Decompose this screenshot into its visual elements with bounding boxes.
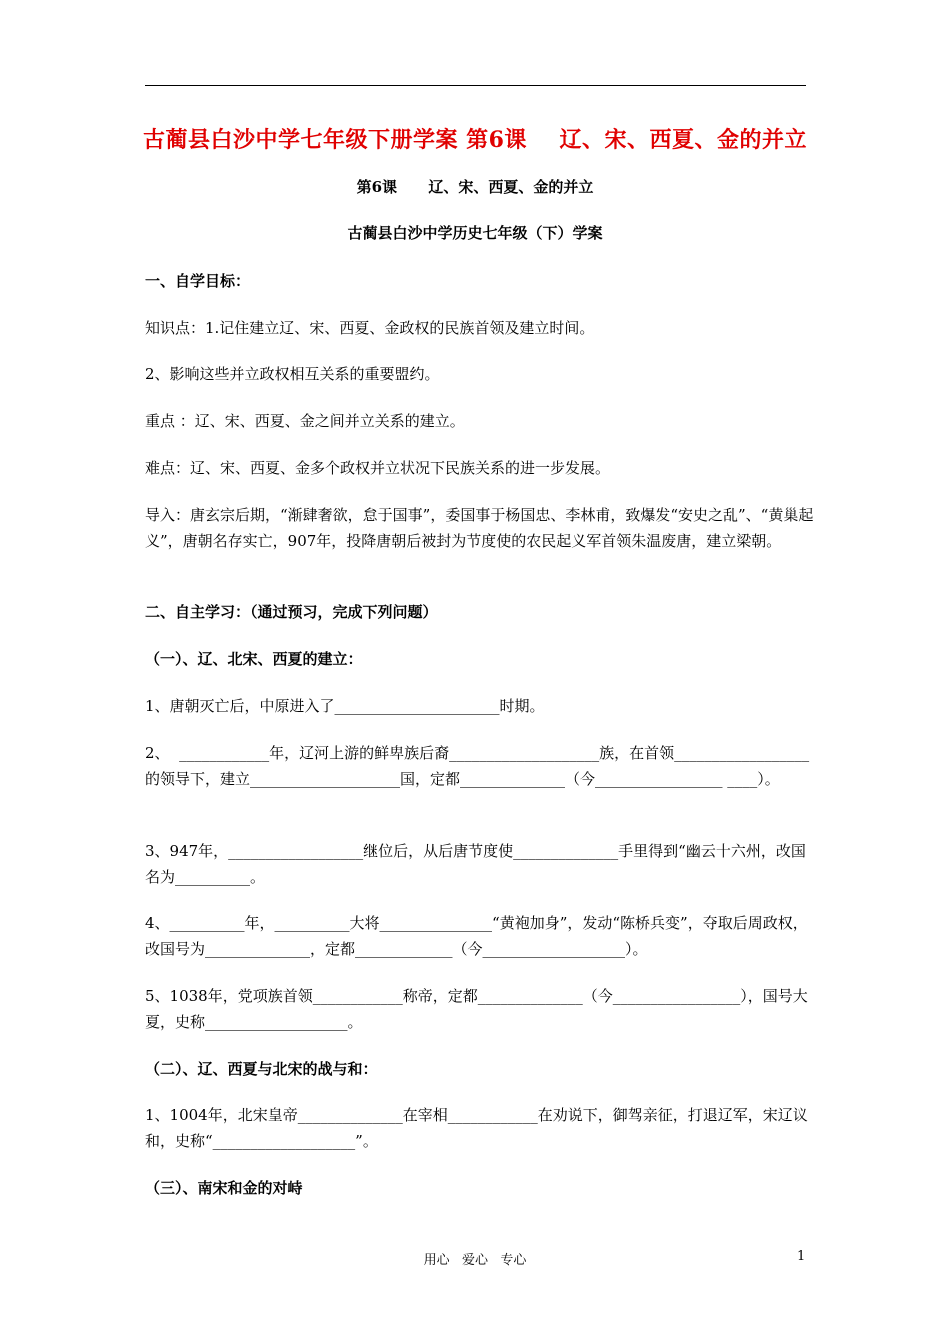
school-line: 古蔺县白沙中学历史七年级（下）学案 [347, 224, 603, 242]
subsection-1-heading: （一）、辽、北宋、西夏的建立： [145, 650, 363, 668]
knowledge-point-2: 2、影响这些并立政权相互关系的重要盟约。 [145, 365, 440, 383]
question-5: 5、1038年，党项族首领____________称帝，定都______________（今_________________），国号大夏，史称___________________。 [145, 987, 808, 1031]
page-number: 1 [797, 1249, 806, 1264]
page-footer: 用心 爱心 专心 [423, 1253, 527, 1268]
lesson-title: 第6课 辽、宋、西夏、金的并立 [356, 178, 594, 196]
document-title: 古蔺县白沙中学七年级下册学案 第6课 辽、宋、西夏、金的并立 [142, 127, 808, 153]
question-6: 1、1004年，北宋皇帝______________在宰相____________在劝说下，御驾亲征，打退辽军，宋辽议和，史称“___________________”。 [145, 1106, 808, 1150]
question-4: 4、__________年，__________大将_______________“黄袍加身”，发动“陈桥兵变”，夺取后周政权，改国号为______________，定都_____________（今___________________）。 [145, 914, 808, 958]
question-2: 2、 ____________年，辽河上游的鲜卑族后裔____________________族，在首领__________________的领导下，建立____________________国，定都______________（今_________________ ____）。 [145, 744, 810, 788]
question-1: 1、唐朝灭亡后，中原进入了______________________时期。 [145, 697, 545, 715]
subsection-3-heading: （三）、南宋和金的对峙 [145, 1179, 303, 1197]
intro-paragraph: 导入：唐玄宗后期，“渐肆奢欲，怠于国事”，委国事于杨国忠、李林甫，致爆发“安史之乱”、“黄巢起义”，唐朝名存实亡，907年，投降唐朝后被封为节度使的农民起义军首领朱温废唐，建立梁朝。 [145, 506, 814, 550]
question-3: 3、947年，__________________继位后，从后唐节度使______________手里得到“幽云十六州，改国名为__________。 [145, 842, 806, 886]
knowledge-point-1: 知识点：1.记住建立辽、宋、西夏、金政权的民族首领及建立时间。 [145, 319, 595, 337]
subsection-2-heading: （二）、辽、西夏与北宋的战与和： [145, 1060, 378, 1078]
difficulty-point: 难点：辽、宋、西夏、金多个政权并立状况下民族关系的进一步发展。 [145, 459, 611, 477]
section-1-heading: 一、自学目标： [145, 272, 251, 290]
header-rule [145, 85, 806, 86]
key-point: 重点 ：辽、宋、西夏、金之间并立关系的建立。 [145, 412, 465, 430]
section-2-heading: 二、自主学习：（通过预习，完成下列问题） [145, 603, 438, 621]
